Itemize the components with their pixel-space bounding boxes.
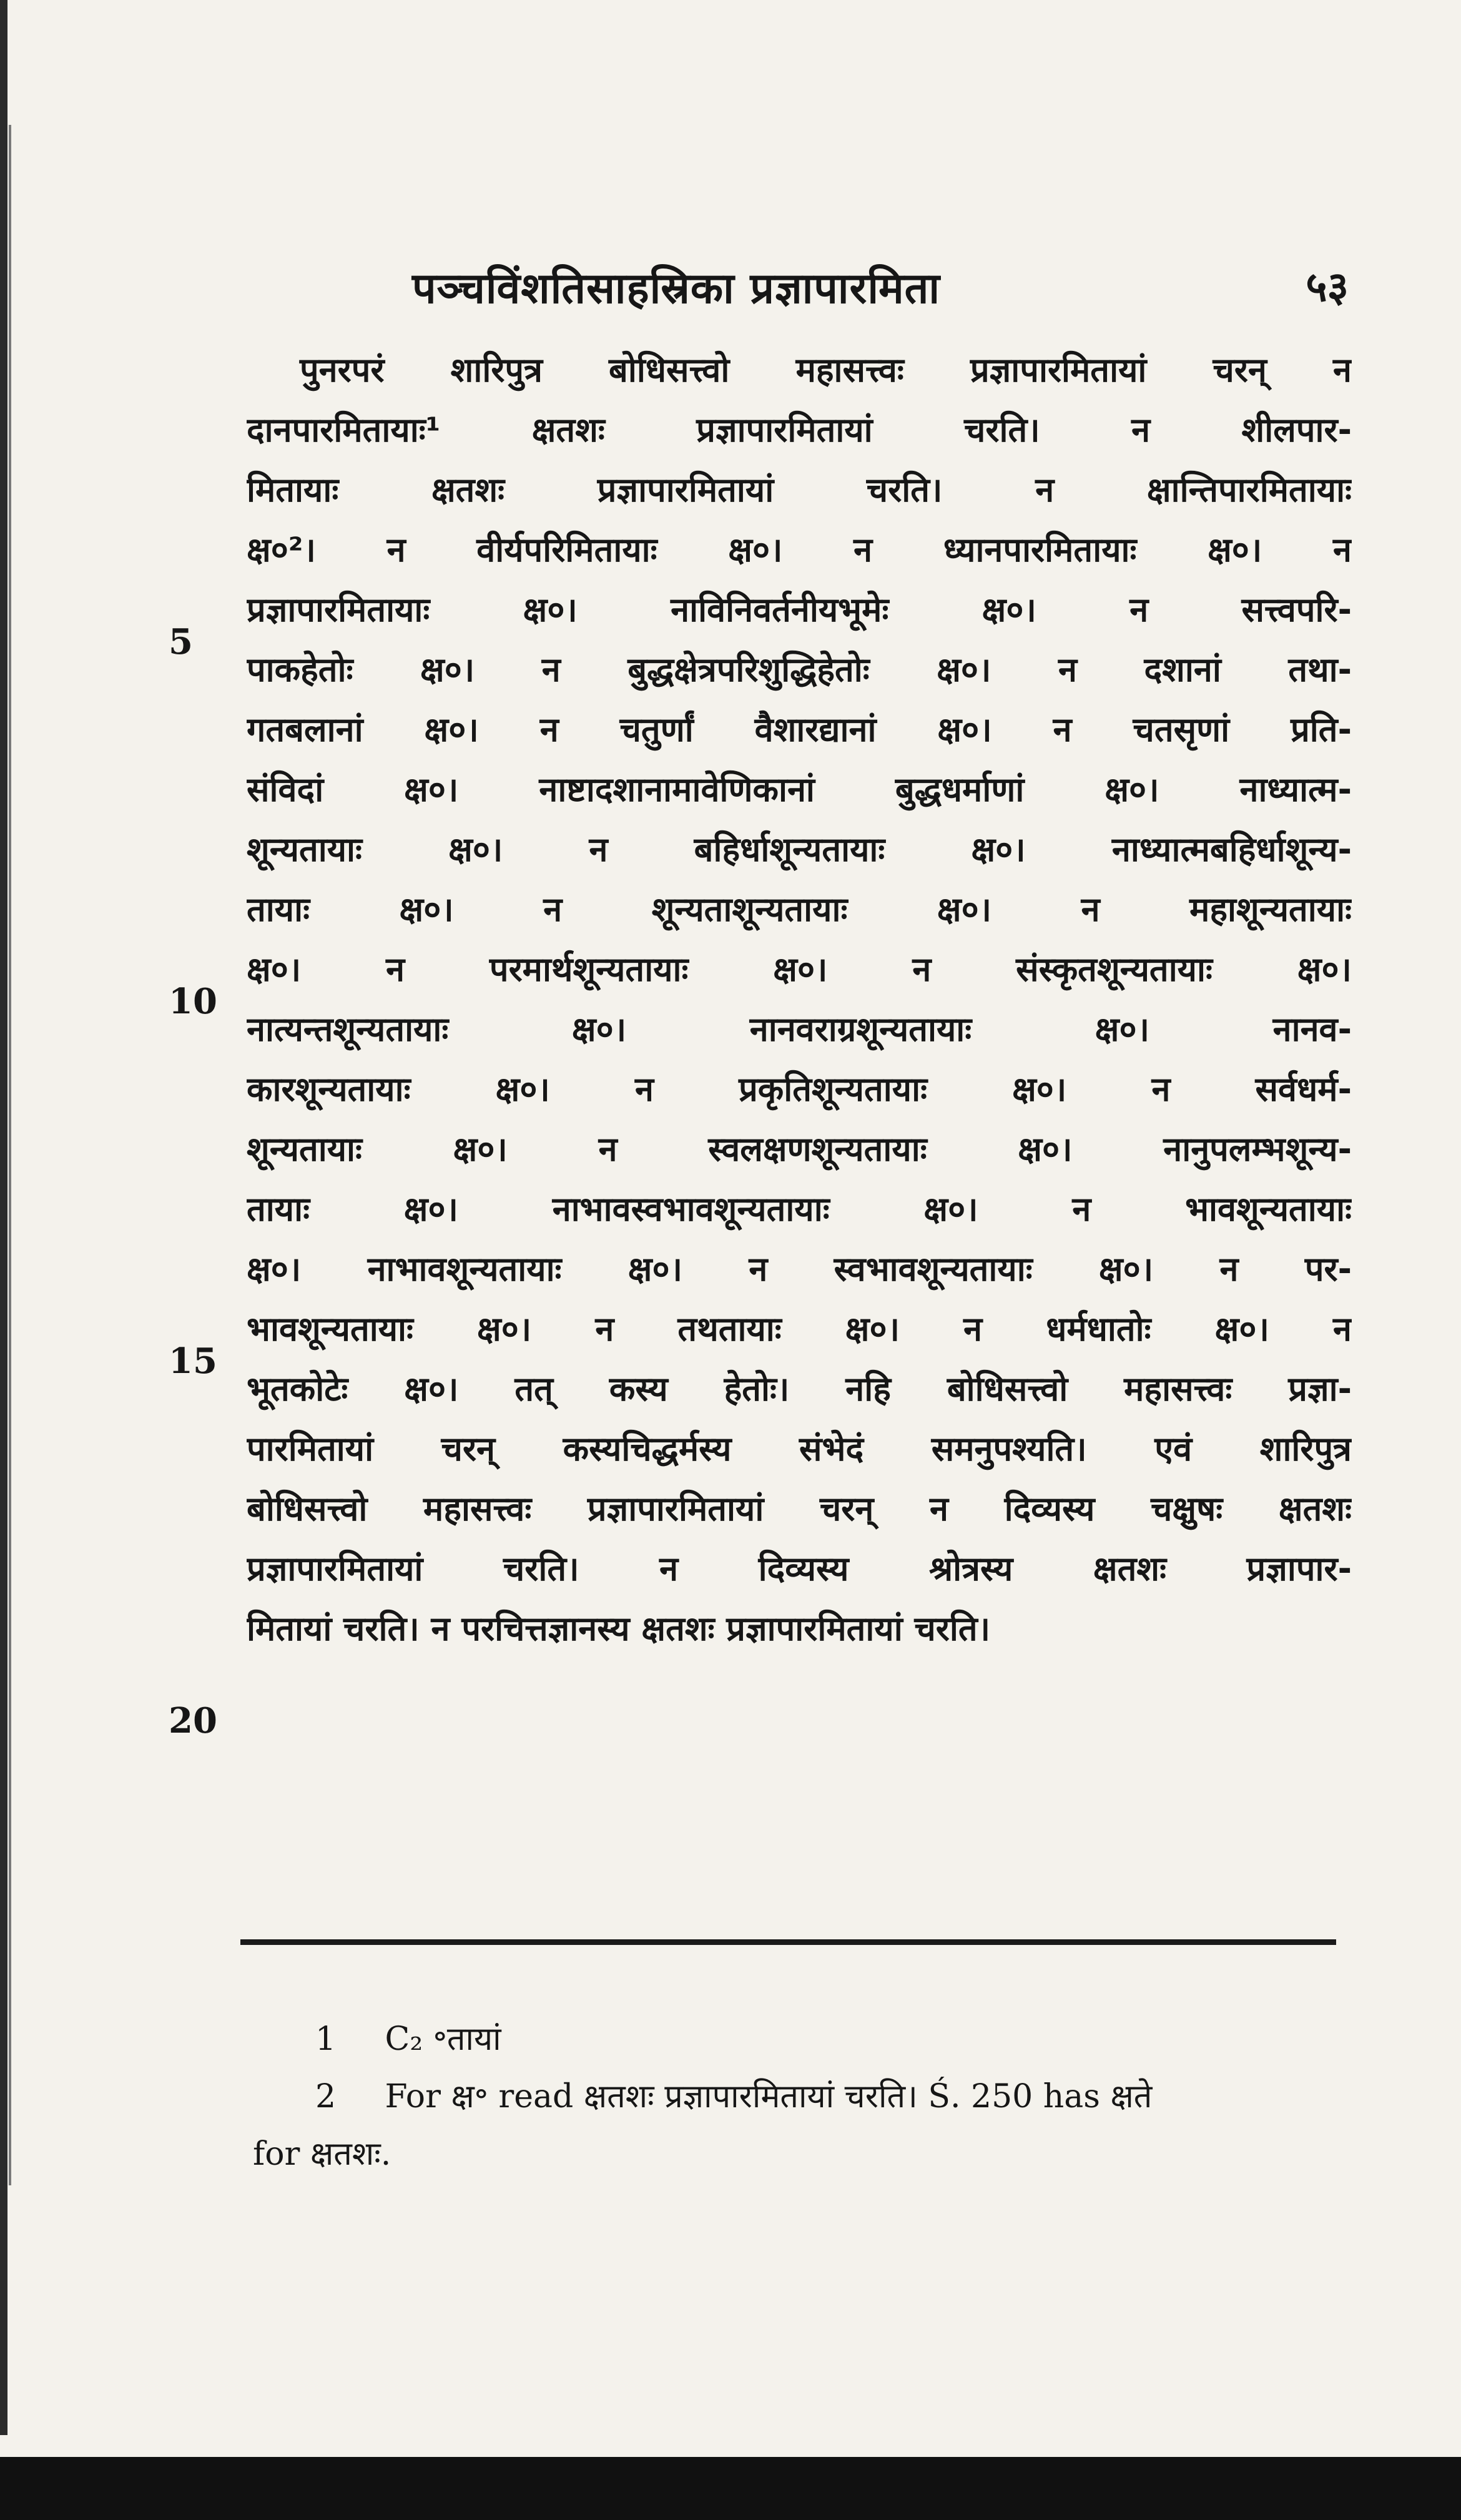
page-number: ५३ <box>1306 262 1349 311</box>
line-number: 15 <box>169 1341 217 1382</box>
footnote-text: for क्षतशः. <box>253 2135 391 2173</box>
page-header <box>237 250 1349 325</box>
footnote-text: For क्ष॰ read क्षतशः प्रज्ञापारमितायां चरति। Ś. 250 has क्षते <box>385 2078 1153 2115</box>
footnote-continuation <box>247 2125 1345 2183</box>
line-number-margin <box>144 0 237 2373</box>
text-line: दानपारमितायाः¹ क्षतशः प्रज्ञापारमितायां चरति। न शीलपार- <box>247 410 1352 450</box>
footnote <box>247 2068 1345 2125</box>
text-line: मितायाः क्षतशः प्रज्ञापारमितायां चरति। न क्षान्तिपारमितायाः <box>247 470 1352 509</box>
text-line: शून्यतायाः क्ष०। न स्वलक्षणशून्यतायाः क्ष०। नानुपलम्भशून्य- <box>247 1130 1352 1169</box>
text-line: पुनरपरं शारिपुत्र बोधिसत्त्वो महासत्त्वः प्रज्ञापारमितायां चरन् न <box>300 350 1352 390</box>
text-line: तायाः क्ष०। नाभावस्वभावशून्यतायाः क्ष०। न भावशून्यतायाः <box>247 1189 1352 1229</box>
text-line: तायाः क्ष०। न शून्यताशून्यतायाः क्ष०। न महाशून्यतायाः <box>247 890 1352 929</box>
scan-binding-shadow <box>9 125 11 2185</box>
text-line: प्रज्ञापारमितायां चरति। न दिव्यस्य श्रोत्रस्य क्षतशः प्रज्ञापार- <box>247 1549 1352 1588</box>
running-title: पञ्चविंशतिसाहस्रिका प्रज्ञापारमिता <box>412 263 940 313</box>
text-line: भावशून्यतायाः क्ष०। न तथतायाः क्ष०। न धर्मधातोः क्ष०। न <box>247 1309 1352 1349</box>
footnote-rule <box>240 1939 1336 1945</box>
text-line: क्ष०। न परमार्थशून्यतायाः क्ष०। न संस्कृतशून्यतायाः क्ष०। <box>247 950 1352 989</box>
text-line: क्ष०। नाभावशून्यतायाः क्ष०। न स्वभावशून्यतायाः क्ष०। न पर- <box>247 1249 1352 1289</box>
text-line: पाकहेतोः क्ष०। न बुद्धक्षेत्रपरिशुद्धिहेतोः क्ष०। न दशानां तथा- <box>247 650 1352 689</box>
text-line: नात्यन्तशून्यतायाः क्ष०। नानवराग्रशून्यतायाः क्ष०। नानव- <box>247 1010 1352 1049</box>
text-line: शून्यतायाः क्ष०। न बहिर्धाशून्यतायाः क्ष०। नाध्यात्मबहिर्धाशून्य- <box>247 830 1352 869</box>
text-line: बोधिसत्त्वो महासत्त्वः प्रज्ञापारमितायां चरन् न दिव्यस्य चक्षुषः क्षतशः <box>247 1489 1352 1528</box>
text-line: संविदां क्ष०। नाष्टादशानामावेणिकानां बुद्धधर्माणां क्ष०। नाध्यात्म- <box>247 770 1352 809</box>
footnote-number: 2 <box>315 2078 337 2115</box>
footnote <box>247 2011 1345 2068</box>
line-number: 10 <box>169 981 217 1022</box>
line-number: 5 <box>169 621 193 662</box>
line-number: 20 <box>169 1700 217 1741</box>
scan-bottom-edge <box>0 2457 1461 2520</box>
text-line: पारमितायां चरन् कस्यचिद्धर्मस्य संभेदं समनुपश्यति। एवं शारिपुत्र <box>247 1429 1352 1469</box>
text-line: गतबलानां क्ष०। न चतुर्णां वैशारद्यानां क्ष०। न चतसृणां प्रति- <box>247 710 1352 749</box>
text-line: कारशून्यतायाः क्ष०। न प्रकृतिशून्यतायाः क्ष०। न सर्वधर्म- <box>247 1070 1352 1109</box>
text-line: क्ष०²। न वीर्यपरिमितायाः क्ष०। न ध्यानपारमितायाः क्ष०। न <box>247 530 1352 569</box>
footnote-number: 1 <box>315 2020 337 2058</box>
scan-left-edge <box>0 0 7 2435</box>
text-line: मितायां चरति। न परचित्तज्ञानस्य क्षतशः प्रज्ञापारमितायां चरति। <box>247 1609 991 1648</box>
text-line: भूतकोटेः क्ष०। तत् कस्य हेतोः। नहि बोधिसत्त्वो महासत्त्वः प्रज्ञा- <box>247 1369 1352 1409</box>
main-text <box>247 340 1352 1659</box>
text-line: प्रज्ञापारमितायाः क्ष०। नाविनिवर्तनीयभूमेः क्ष०। न सत्त्वपरि- <box>247 590 1352 629</box>
footnote-text: C₂ ॰तायां <box>385 2020 501 2058</box>
footnotes <box>247 2011 1345 2183</box>
